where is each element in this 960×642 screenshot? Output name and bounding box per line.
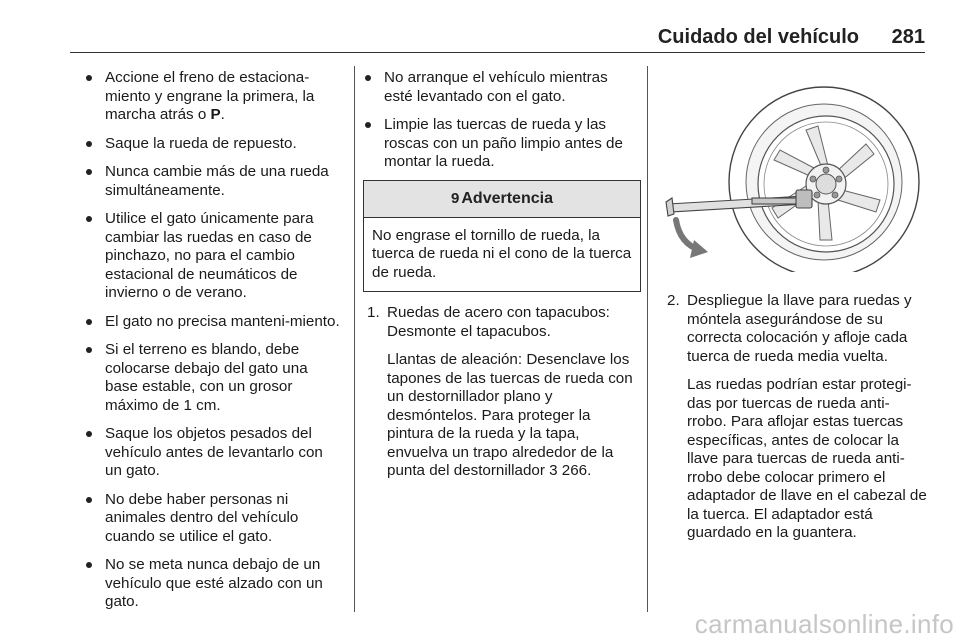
column-divider-2 [647, 66, 648, 612]
bullet-icon [86, 141, 92, 147]
list-item: No arranque el vehículo mientras esté levantado con el gato. [363, 69, 639, 106]
column-left [84, 69, 342, 622]
warning-box [363, 180, 641, 293]
bullet-icon [86, 169, 92, 175]
steps-list-continued [663, 292, 927, 543]
wheel-illustration-svg [656, 72, 924, 272]
bullet-icon [86, 562, 92, 568]
bullet-icon [365, 75, 371, 81]
page-number: 281 [891, 26, 925, 48]
page-header [70, 26, 925, 52]
wheel-wrench-illustration [656, 72, 924, 272]
bullet-icon [86, 347, 92, 353]
warning-icon: 9 [451, 189, 460, 207]
list-item: Limpie las tuercas de rueda y las roscas con un paño limpio antes de montar la rueda. [363, 116, 639, 172]
step-1 [363, 304, 639, 481]
column-divider-1 [354, 66, 355, 612]
list-item: Utilice el gato únicamente para cambiar las ruedas en caso de pinchazo, no para el cambio estacional de neumáticos de invierno o de verano. [84, 210, 342, 303]
step-number: 1. [367, 304, 380, 321]
bullet-icon [86, 75, 92, 81]
step-text: Ruedas de acero con tapacubos: Desmonte el tapacubos. [387, 304, 610, 340]
column-right [663, 292, 927, 553]
instruction-list [363, 69, 639, 172]
list-item: Accione el freno de estaciona-miento y engrane la primera, la marcha atrás o P. [84, 69, 342, 125]
list-item: No se meta nunca debajo de un vehículo que esté alzado con un gato. [84, 556, 342, 612]
list-item: Saque la rueda de repuesto. [84, 135, 342, 154]
list-item: No debe haber personas ni animales dentro del vehículo cuando se utilice el gato. [84, 491, 342, 547]
warning-title: Advertencia [461, 189, 553, 207]
list-item: Nunca cambie más de una rueda simultáneamente. [84, 163, 342, 200]
bullet-icon [86, 216, 92, 222]
step-subtext: Llantas de aleación: Desenclave los tapones de las tuercas de rueda con un destornillador plano y desmóntelos. Para proteger la pintura de la rueda y la tapa, envuelva un trapo alrededor de la punta del destornillador 3 266. [387, 351, 633, 479]
page-ref-icon: 3 [549, 462, 558, 479]
warning-text: No engrase el tornillo de rueda, la tuerca de rueda ni el cono de la tuerca de rueda. [372, 226, 632, 281]
bullet-icon [86, 497, 92, 503]
section-title: Cuidado del vehículo [657, 26, 859, 48]
precaution-list [84, 69, 342, 612]
bullet-icon [86, 319, 92, 325]
bullet-icon [86, 431, 92, 437]
watermark: carmanualsonline.info [694, 609, 954, 639]
bullet-icon [365, 122, 371, 128]
step-subtext: Las ruedas podrían estar protegi-das por tuercas de rueda anti-rrobo. Para aflojar estas tuercas específicas, antes de colocar la llave para tuercas de rueda anti-rrobo debe colocar primero el adaptador de llave en el cabezal de la tuerca. El adaptador está guardado en la guantera. [687, 376, 927, 541]
gear-letter: P [210, 106, 221, 123]
column-middle [363, 69, 639, 491]
steps-list [363, 304, 639, 481]
list-item: Si el terreno es blando, debe colocarse debajo del gato una base estable, con un grosor máximo de 1 cm. [84, 341, 342, 415]
list-item: Saque los objetos pesados del vehículo antes de levantarlo con un gato. [84, 425, 342, 481]
warning-header [364, 181, 640, 218]
step-text: Despliegue la llave para ruedas y móntela asegurándose de su correcta colocación y afloje cada tuerca de rueda media vuelta. [687, 292, 912, 365]
step-2 [663, 292, 927, 543]
step-number: 2. [667, 292, 680, 309]
list-item: El gato no precisa manteni-miento. [84, 313, 342, 332]
header-rule [70, 52, 925, 53]
